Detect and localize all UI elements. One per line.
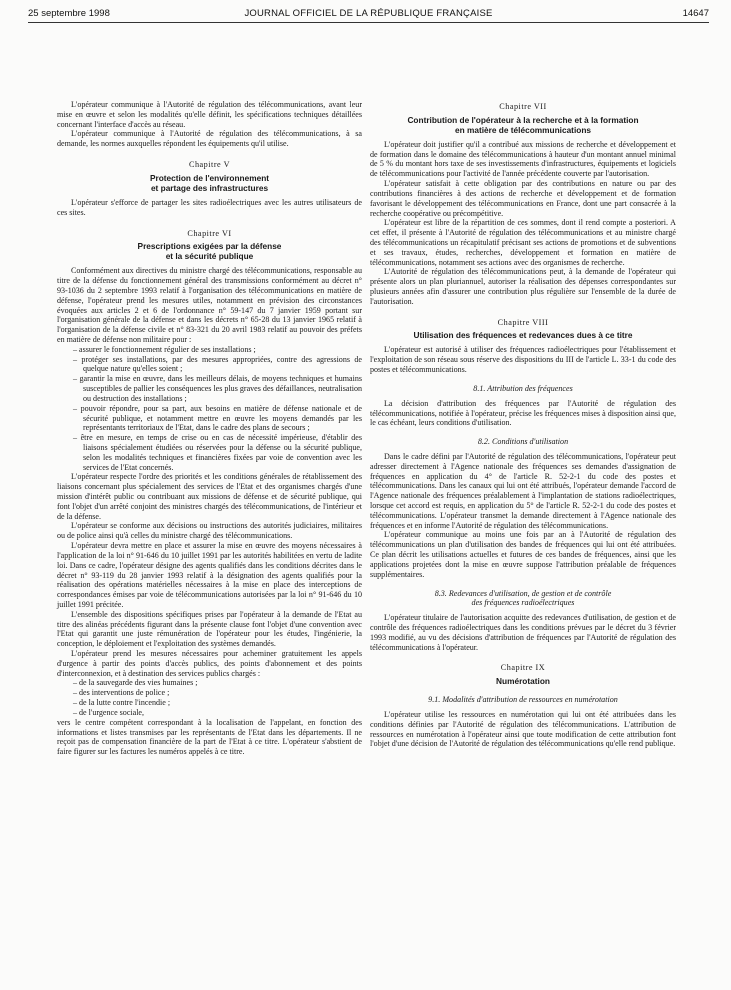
right-column — [370, 102, 676, 749]
chapter-title-line: et la sécurité publique — [165, 251, 254, 262]
list-item: – garantir la mise en œuvre, dans les meilleurs délais, de moyens techniques et humains susceptibles de pallier les conséquences les plus graves des défaillances, neutralisation ou destruction des installations ; — [73, 374, 362, 403]
chapter-title — [57, 173, 362, 193]
list-item: – de la lutte contre l'incendie ; — [73, 698, 171, 708]
list-item: – des interventions de police ; — [73, 688, 170, 698]
paragraph: L'opérateur est libre de la répartition de ces sommes, dont il rend compte a posteriori. A cet effet, il présente à l'Autorité de régulation des télécommunications et au ministre chargé des télécommunications un récapitulatif précisant ses actions de promotions et de subventions et ses travaux, études, recherches, développement et formation en matière de télécommunications, notamment ses actions avec des organismes de recherche. — [370, 218, 676, 267]
chapter-label: Chapitre VI — [187, 228, 232, 238]
paragraph: Dans le cadre défini par l'Autorité de régulation des télécommunications, l'opérateur peut adresser directement à l'Agence nationale des fréquences ses demandes d'assignation de fréquences en application du 4° de l'article R. 52-2-1 du code des postes et télécommunications. Dans les canaux qui lui ont été attribués, l'opérateur demande l'accord de l'Agence nationale des fréquences préalablement à l'implantation de stations radioélectriques, lorsque cet accord est requis, en application du 5° de l'article R. 52-2-1 du code des postes et télécommunications. L'opérateur transmet la demande directement à l'Agence nationale des fréquences et en informe l'Autorité de régulation des télécommunications. — [370, 451, 676, 530]
paragraph: L'opérateur communique à l'Autorité de régulation des télécommunications, avant leur mise en œuvre et selon les modalités qu'elle définit, les spécifications techniques détaillées concernant l'interface d'accès au réseau. — [57, 100, 362, 129]
chapter-title-line: et partage des infrastructures — [150, 182, 269, 193]
chapter-title: Utilisation des fréquences et redevances dues à ce titre — [413, 330, 633, 341]
section-heading-line: 8.3. Redevances d'utilisation, de gestion et de contrôle — [434, 588, 612, 598]
chapter-label: Chapitre VII — [499, 102, 547, 111]
paragraph: La décision d'attribution des fréquences par l'Autorité de régulation des télécommunications, notifiée à l'opérateur, précise les fréquences mises à disposition ainsi que, le cas échéant, leurs conditions d'utilisation. — [370, 398, 676, 428]
paragraph: L'opérateur satisfait à cette obligation par des contributions en nature ou par des contributions financières à des actions de recherche et développement et de formation favorisant le développement des télécommunications en France, dont une part consacrée à la recherche coopérative ou précompétitive. — [370, 179, 676, 218]
list-item: – de la sauvegarde des vies humaines ; — [73, 678, 198, 688]
section-heading — [370, 589, 676, 609]
paragraph: L'opérateur communique à l'Autorité de régulation des télécommunications, à sa demande, les normes auxquelles répondent les équipements qu'il utilise. — [57, 129, 362, 149]
chapter-label: Chapitre V — [188, 160, 230, 170]
paragraph: L'opérateur respecte l'ordre des priorités et les conditions générales de rétablissement des liaisons concernant plus spécialement des services de l'Etat et des organismes chargés d'une mission d'intérêt public ou contribuant aux missions de défense et de sécurité publique, qui font l'objet d'un arrêté conjoint des ministres chargés des télécommunications, de l'intérieur et de la défense. — [57, 472, 362, 521]
bullet-list — [57, 678, 362, 717]
list-item: – protéger ses installations, par des mesures appropriées, contre des agressions de quelque nature qu'elles soient ; — [73, 354, 362, 374]
paragraph: L'opérateur titulaire de l'autorisation acquitte des redevances d'utilisation, de gestion et de contrôle des fréquences radioélectriques dans les conditions prévues par le décret du 3 février 1993 modifié, au vu des décisions d'attribution de fréquences par l'Autorité de régulation des télécommunications à l'opérateur. — [370, 613, 676, 652]
list-item: – de l'urgence sociale, — [73, 707, 145, 717]
paragraph: L'opérateur est autorisé à utiliser des fréquences radioélectriques pour l'établissement et l'exploitation de son réseau sous réserve des dispositions du III de l'article L. 33-1 du code des postes et télécommunications. — [370, 345, 676, 375]
list-item: – être en mesure, en temps de crise ou en cas de nécessité impérieuse, d'établir des liaisons spécialement étudiées ou réservées pour la défense ou la sécurité publique, selon les modalités techniques et financières fixées par voie de convention avec les services de l'Etat concernés. — [73, 433, 362, 472]
chapter-label: Chapitre VIII — [497, 317, 549, 327]
paragraph: L'opérateur s'efforce de partager les sites radioélectriques avec les autres utilisateurs de ces sites. — [57, 197, 362, 217]
page-header — [28, 6, 709, 23]
chapter-title — [370, 115, 676, 135]
paragraph: L'opérateur devra mettre en place et assurer la mise en œuvre des moyens nécessaires à l'application de la loi n° 91-646 du 10 juillet 1991 par les autorités habilitées en vertu de ladite loi. Dans ce cadre, l'opérateur désigne des agents qualifiés dans les conditions décrites dans le décret n° 93-119 du 28 janvier 1993 relatif à la désignation des agents qualifiés pour la réalisation des opérations matérielles nécessaires à la mise en place des interceptions de correspondances émises par voie de télécommunications autorisées par la loi n° 91-646 du 10 juillet 1991 précitée. — [57, 541, 362, 609]
section-heading-line: des fréquences radioélectriques — [471, 598, 575, 608]
chapter-title-line: Protection de l'environnement — [149, 172, 270, 183]
paragraph: L'opérateur se conforme aux décisions ou instructions des autorités judiciaires, militaires ou de police ainsi qu'à celles du ministre chargé des télécommunications. — [57, 521, 362, 541]
paragraph: L'opérateur utilise les ressources en numérotation qui lui ont été attribuées dans les conditions définies par l'Autorité de régulation des télécommunications. L'attribution de ressources en numérotation à l'opérateur ainsi que toute modification de cette attribution font l'objet d'une décision de l'Autorité de régulation des télécommunications qu'elle rend publique. — [370, 710, 676, 749]
section-heading: 8.2. Conditions d'utilisation — [477, 437, 569, 447]
paragraph: L'Autorité de régulation des télécommunications peut, à la demande de l'opérateur qui présente alors un plan pluriannuel, autoriser la réalisation des dépenses correspondantes sur plusieurs années afin d'assurer une contribution plus régulière sur l'ensemble de la durée de l'autorisation. — [370, 267, 676, 306]
paragraph: L'opérateur doit justifier qu'il a contribué aux missions de recherche et développement et de formation dans le domaine des télécommunications à hauteur d'un montant annuel minimal de 5 % du montant hors taxe de ses investissements d'infrastructures, équipements et logiciels de télécommunications pour l'activité de l'année précédente couverte par l'autorisation. — [370, 139, 676, 179]
header-page-number: 14647 — [682, 8, 709, 19]
chapter-title-line: Contribution de l'opérateur à la recherche et à la formation — [407, 114, 639, 125]
chapter-title-line: Prescriptions exigées par la défense — [137, 241, 282, 252]
chapter-label: Chapitre IX — [500, 663, 546, 673]
chapter-title: Numérotation — [496, 676, 550, 687]
paragraph: L'opérateur prend les mesures nécessaires pour acheminer gratuitement les appels d'urgence à partir des points d'accès publics, des points d'abonnement et des points d'interconnexion, et à destination des services publics chargés : — [57, 649, 362, 678]
list-item: – assurer le fonctionnement régulier de ses installations ; — [73, 344, 256, 354]
section-heading: 8.1. Attribution des fréquences — [473, 383, 573, 393]
paragraph: L'opérateur communique au moins une fois par an à l'Autorité de régulation des télécommunications un plan d'utilisation des bandes de fréquences qui lui ont été attribuées. Ce plan décrit les utilisations actuelles et futures de ces bandes de fréquences, ainsi que les applications projetées dont la mise en œuvre suppose l'attribution préalable de fréquences supplémentaires. — [370, 530, 676, 579]
section-heading: 9.1. Modalités d'attribution de ressources en numérotation — [428, 695, 618, 705]
chapter-title — [57, 241, 362, 261]
chapter-title-line: en matière de télécommunications — [454, 124, 592, 135]
header-journal-title: JOURNAL OFFICIEL DE LA RÉPUBLIQUE FRANÇAISE — [244, 8, 493, 19]
paragraph: Conformément aux directives du ministre chargé des télécommunications, responsable au titre de la défense du fonctionnement général des transmissions conformément au décret n° 93-1036 du 2 septembre 1993 relatif à l'organisation des télécommunications en matière de défense, l'opérateur prend les mesures utiles, notamment en prévision des circonstances évoquées aux articles 2 et 6 de l'ordonnance n° 59-147 du 7 janvier 1959 portant sur l'organisation générale de la défense et dans les décrets n° 65-28 du 13 janvier 1965 relatif à l'organisation de la défense civile et n° 83-321 du 20 avril 1983 relatif au pouvoir des préfets en matière de défense non militaire pour : — [57, 266, 362, 344]
paragraph: L'ensemble des dispositions spécifiques prises par l'opérateur à la demande de l'Etat au titre des alinéas précédents figurant dans la présente clause font l'objet d'une convention avec l'Etat qui garantit une juste rémunération de l'opérateur pour les études, l'ingénierie, la conception, le déploiement et l'exploitation des systèmes demandés. — [57, 609, 362, 649]
header-date: 25 septembre 1998 — [28, 8, 110, 19]
list-item: – pouvoir répondre, pour sa part, aux besoins en matière de défense nationale et de sécurité publique, et notamment mettre en œuvre les moyens demandés par les représentants territoriaux de l'Etat, dans le cadre des plans de secours ; — [73, 403, 362, 433]
left-column — [57, 100, 362, 757]
bullet-list — [57, 345, 362, 473]
paragraph: vers le centre compétent correspondant à la localisation de l'appelant, en fonction des informations et listes transmises par les représentants de l'Etat dans les départements. Il ne reçoit pas de compensation financière de la part de l'Etat à ce titre. L'opérateur s'abstient de faire figurer sur les factures les numéros appelés à ce titre. — [57, 717, 362, 757]
